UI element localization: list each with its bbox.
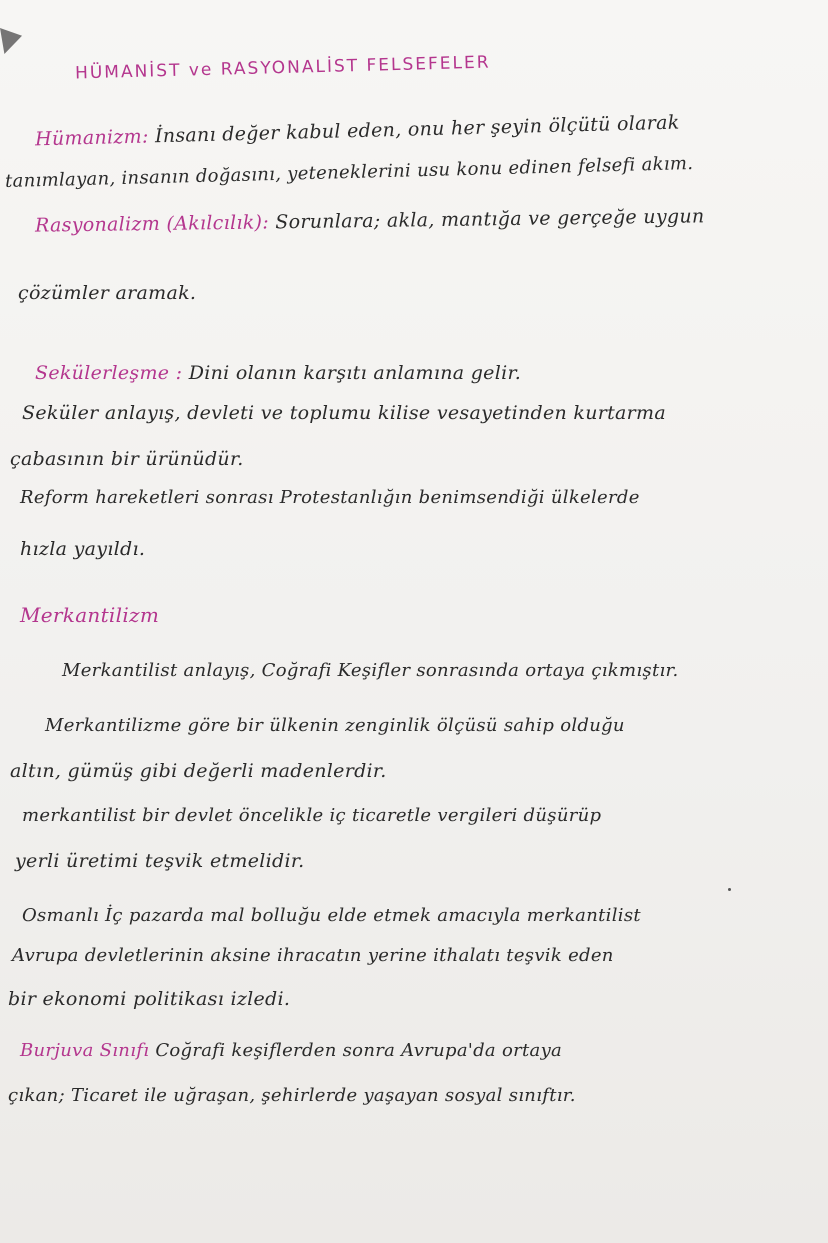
mercantilism-p4-line-2: Avrupa devletlerinin aksine ihracatın yerine ithalatı teşvik eden: [12, 945, 614, 966]
humanism-definition-1: İnsanı değer kabul eden, onu her şeyin ölçütü olarak: [154, 111, 680, 148]
mercantilism-p3-line-2: yerli üretimi teşvik etmelidir.: [15, 850, 305, 872]
secularism-definition-5: hızla yayıldı.: [20, 538, 146, 560]
corner-mark: [0, 28, 22, 54]
mercantilism-p3-line-1: merkantilist bir devlet öncelikle iç ticaretle vergileri düşürüp: [22, 805, 602, 826]
humanism-term: Hümanizm:: [34, 125, 149, 151]
mercantilism-p4-line-1: Osmanlı İç pazarda mal bolluğu elde etmek amacıyla merkantilist: [22, 905, 641, 926]
rationalism-line-1: [35, 205, 705, 236]
mercantilism-p2-line-2: altın, gümüş gibi değerli madenlerdir.: [10, 760, 387, 782]
page-title: HÜMANİST ve RASYONALİST FELSEFELER: [74, 52, 491, 84]
secularism-line-1: [35, 362, 521, 384]
rationalism-term: Rasyonalizm (Akılcılık):: [34, 211, 270, 237]
bourgeoisie-term: Burjuva Sınıfı: [20, 1040, 150, 1061]
secularism-definition-4: Reform hareketleri sonrası Protestanlığın benimsendiği ülkelerde: [20, 487, 640, 508]
bourgeoisie-line-1: [20, 1040, 562, 1061]
secularism-definition-1: Dini olanın karşıtı anlamına gelir.: [188, 362, 522, 384]
humanism-line-1: [35, 112, 680, 151]
humanism-definition-2: tanımlayan, insanın doğasını, yeteneklerini usu konu edinen felsefi akım.: [4, 152, 694, 193]
rationalism-definition-2: çözümler aramak.: [18, 282, 197, 304]
mercantilism-p2-line-1: Merkantilizme göre bir ülkenin zenginlik ölçüsü sahip olduğu: [45, 715, 625, 736]
bourgeoisie-definition-2: çıkan; Ticaret ile uğraşan, şehirlerde yaşayan sosyal sınıftır.: [8, 1085, 576, 1106]
secularism-term: Sekülerleşme :: [35, 362, 183, 384]
secularism-definition-2: Seküler anlayış, devleti ve toplumu kilise vesayetinden kurtarma: [22, 402, 667, 424]
mercantilism-p1: Merkantilist anlayış, Coğrafi Keşifler sonrasında ortaya çıkmıştır.: [62, 660, 679, 681]
secularism-definition-3: çabasının bir ürünüdür.: [10, 448, 244, 470]
rationalism-definition-1: Sorunlara; akla, mantığa ve gerçeğe uygun: [275, 205, 705, 234]
mercantilism-p4-line-3: bir ekonomi politikası izledi.: [8, 988, 291, 1010]
ink-dot: [728, 888, 731, 891]
mercantilism-heading: Merkantilizm: [20, 603, 160, 627]
bourgeoisie-definition-1: Coğrafi keşiflerden sonra Avrupa'da ortaya: [155, 1040, 563, 1061]
